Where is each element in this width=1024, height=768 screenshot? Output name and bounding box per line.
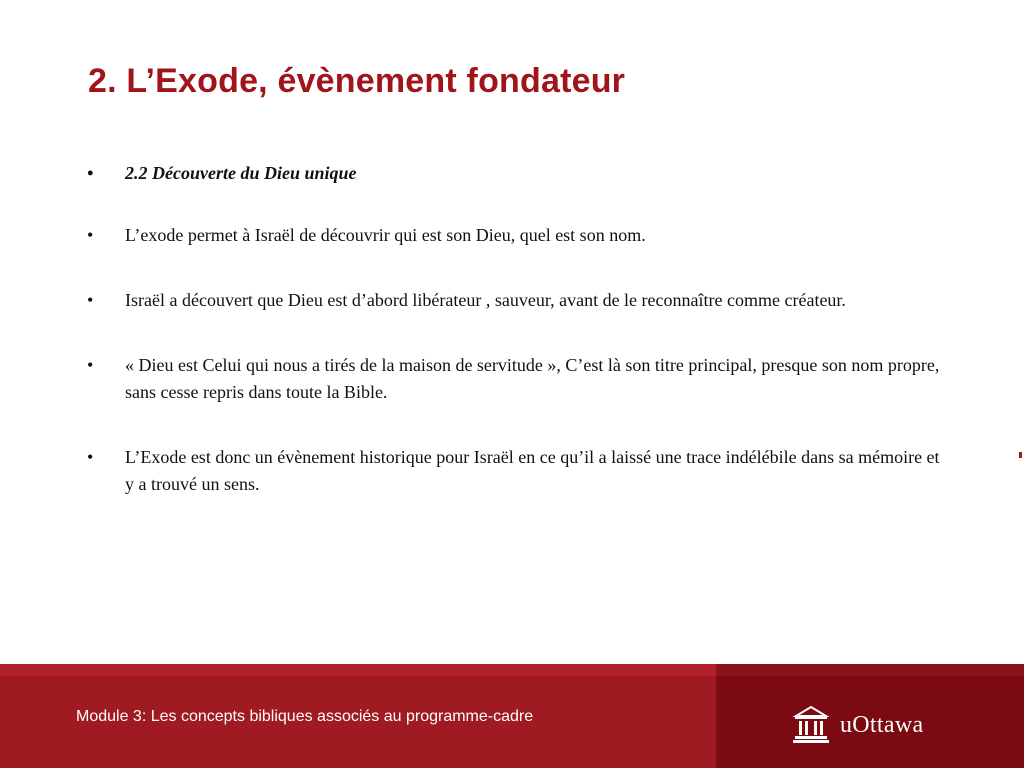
bullet-icon: • [87, 163, 94, 183]
footer-logo-panel-stripe [716, 664, 1024, 676]
building-icon [792, 704, 830, 744]
bullet-list [87, 160, 947, 498]
bullet-text: Israël a découvert que Dieu est d’abord libérateur , sauveur, avant de le reconnaître comme créateur. [125, 290, 846, 310]
bullet-icon: • [87, 290, 94, 310]
bullet-text: L’exode permet à Israël de découvrir qui est son Dieu, quel est son nom. [125, 225, 646, 245]
bullet-text: « Dieu est Celui qui nous a tirés de la maison de servitude », C’est là son titre principal, presque son nom propre, sans cesse repris dans toute la Bible. [125, 355, 940, 402]
footer-bar [0, 664, 1024, 768]
bullet-item [87, 222, 947, 249]
bullet-icon: • [87, 225, 94, 245]
edge-mark [1019, 452, 1022, 458]
uottawa-logo-text: uOttawa [840, 712, 924, 738]
bullet-text: L’Exode est donc un évènement historique pour Israël en ce qu’il a laissé une trace indélébile dans sa mémoire et y a trouvé un sens. [125, 447, 940, 494]
bullet-item [87, 352, 947, 406]
footer-logo-panel [716, 664, 1024, 768]
bullet-icon: • [87, 447, 94, 467]
bullet-text: 2.2 Découverte du Dieu unique [125, 163, 357, 183]
footer-module-text: Module 3: Les concepts bibliques associés au programme-cadre [76, 708, 534, 725]
slide-title: 2. L’Exode, évènement fondateur [88, 62, 626, 100]
bullet-icon: • [87, 355, 94, 375]
bullet-item [87, 444, 947, 498]
bullet-item [87, 287, 947, 314]
bullet-item-subheading [87, 160, 947, 187]
